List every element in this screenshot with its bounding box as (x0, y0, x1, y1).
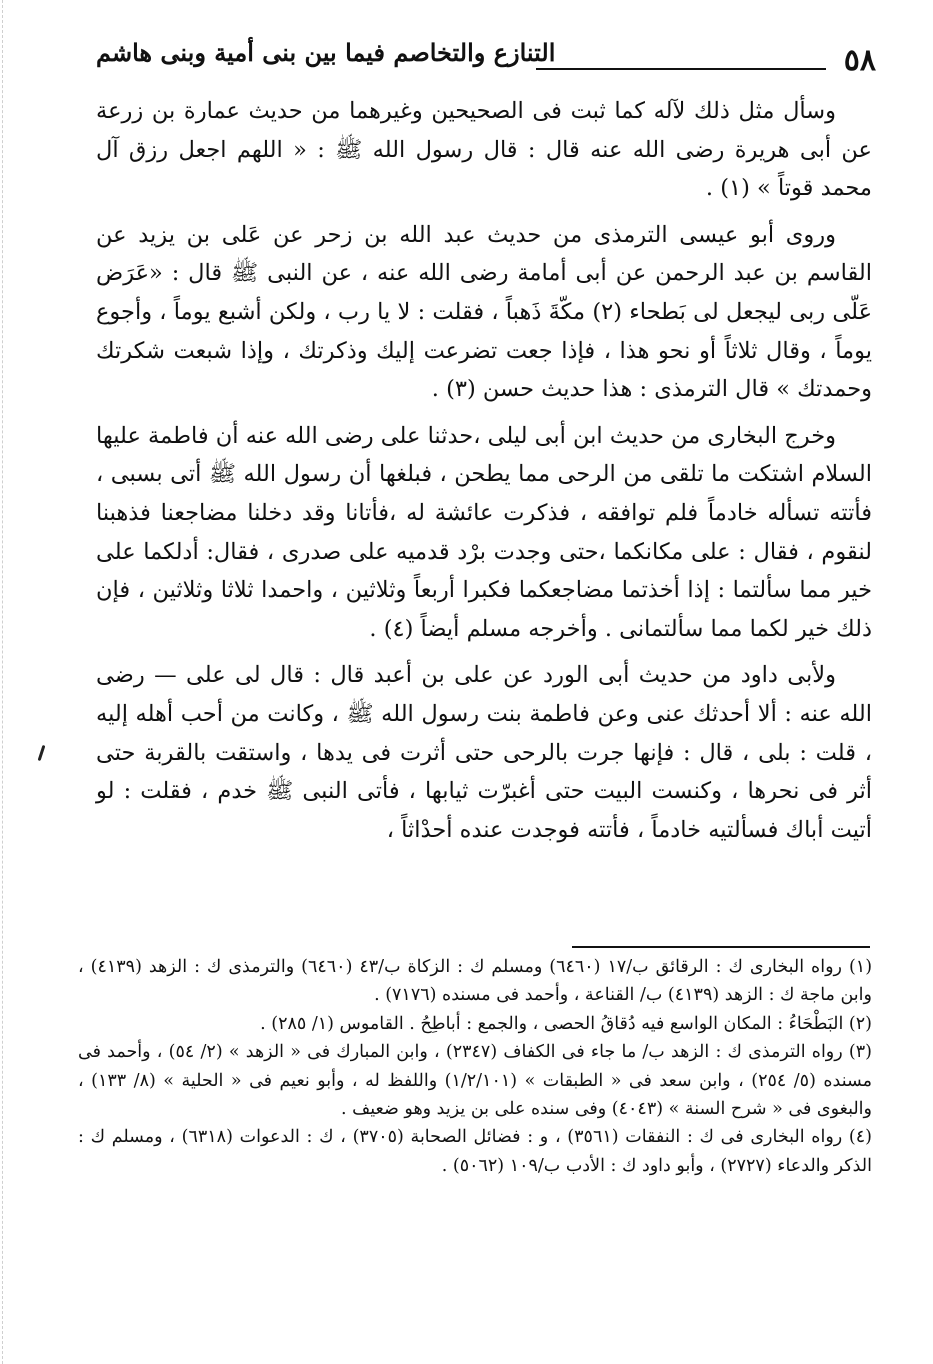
paragraph: وخرج البخارى من حديث ابن أبى ليلى ،حدثنا على رضى الله عنه أن فاطمة عليها السلام اشتكت ما تلقى من الرحى مما يطحن ، فبلغها أن رسول الله ﷺ أتى بسبى ، فأتته تسأله خادماً فلم توافقه ، فذكرت عائشة له ،فأتانا وقد دخلنا مضاجعنا فذهبنا لنقوم ، فقال : على مكانكما ،حتى وجدت برْد قدميه على صدرى ، فقال: أدلكما على خير مما سألتما : إذا أخذتما مضاجعكما فكبرا أربعاً وثلاثين ، واحمدا ثلاثا وثلاثين ، فإن ذلك خير لكما مما سألتمانى . وأخرجه مسلم أيضاً (٤) . (96, 422, 872, 642)
paragraph: ولأبى داود من حديث أبى الورد عن على بن أعبد قال : قال لى على — رضى الله عنه : ألا أحدثك عنى وعن فاطمة بنت رسول الله ﷺ ، وكانت من أحب أهله إليه ، قلت : بلى ، قال : فإنها جرت بالرحى حتى أثرت فى يدها ، واستقت بالقربة حتى أثر فى نحرها ، وكنست البيت حتى أغبرّت ثيابها ، فأتى النبى ﷺ خدم ، فقلت : لو أتيت أباك فسألتيه خادماً ، فأتته فوجدت عنده أحدْاثاً ، (96, 662, 872, 843)
paragraph: وسأل مثل ذلك لآله كما ثبت فى الصحيحين وغيرهما من حديث عمارة بن زرعة عن أبى هريرة رضى الله عنه قال : قال رسول الله ﷺ : « اللهم اجعل رزق آل محمد قوتاً » (١) . (96, 98, 872, 202)
footnote-separator (572, 946, 870, 948)
page-number: ٥٨ (843, 43, 876, 78)
footnotes (78, 953, 872, 1180)
header-rule (536, 68, 826, 70)
footnote: (٤) رواه البخارى فى ك : النفقات (٣٥٦١) ، و : فضائل الصحابة (٣٧٠٥) ، ك : الدعوات (٦٣١٨) ، ومسلم ك : الذكر والدعاء (٢٧٢٧) ، وأبو داود ك : الأدب ب/١٠٩ (٥٠٦٢) . (78, 1127, 872, 1176)
page-header (96, 30, 876, 80)
paragraph: وروى أبو عيسى الترمذى من حديث عبد الله بن زحر عن عَلى بن يزيد عن القاسم بن عبد الرحمن عن أبى أمامة رضى الله عنه ، عن النبى ﷺ قال : «عَرَض عَلّى ربى ليجعل لى بَطحاء (٢) مكّةَ ذَهباً ، فقلت : لا يا رب ، ولكن أشبع يوماً ، وأجوع يوماً ، وقال ثلاثاً أو نحو هذا ، فإذا جعت تضرعت إليك وذكرتك ، وإذا شبعت شكرتك وحمدتك » قال الترمذى : هذا حديث حسن (٣) . (96, 221, 873, 403)
main-text (96, 92, 872, 857)
footnote: (١) رواه البخارى ك : الرقائق ب/١٧ (٦٤٦٠) ومسلم ك : الزكاة ب/٤٣ (٦٤٦٠) والترمذى ك : الزهد (٤١٣٩) ، وابن ماجة ك : الزهد (٤١٣٩) ب/ القناعة ، وأحمد فى مسنده (٧١٧٦) . (78, 957, 873, 1006)
running-title: التنازع والتخاصم فيما بين بنى أمية وبنى هاشم (96, 38, 556, 67)
scan-edge-marks (2, 0, 7, 1364)
ink-stroke-mark (38, 745, 46, 761)
footnote: (٣) رواه الترمذى ك : الزهد ب/ ما جاء فى الكفاف (٢٣٤٧) ، وابن المبارك فى « الزهد » (٢/ ٥٤) ، وأحمد فى مسنده (٥/ ٢٥٤) ، وابن سعد فى « الطبقات » (١/٢/١٠١) واللفظ له ، وأبو نعيم فى « الحلية » (٨/ ١٣٣) ، والبغوى فى « شرح السنة » (٤٠٤٣) وفى سنده على بن يزيد وهو ضعيف . (78, 1042, 872, 1120)
footnote: (٢) البَطْحَاءُ : المكان الواسع فيه دُقاقُ الحصى ، والجمع : أباطِحُ . القاموس (١/ ٢٨٥) . (260, 1013, 872, 1034)
